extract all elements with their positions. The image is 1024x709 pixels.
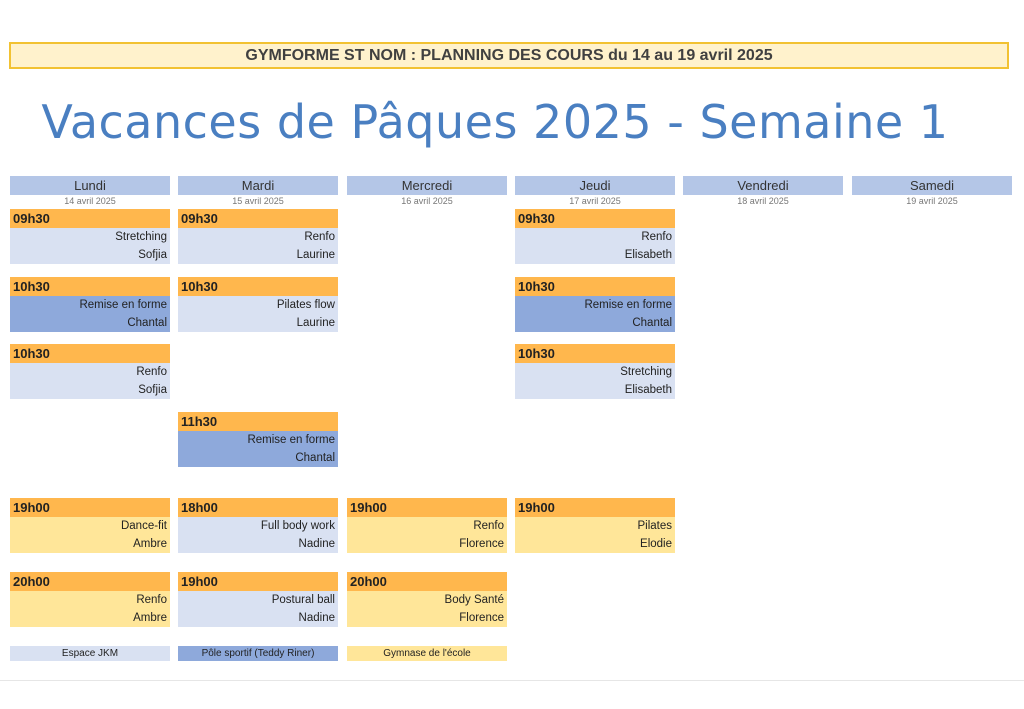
class-time: 09h30 bbox=[178, 209, 338, 228]
class-name: Renfo bbox=[347, 517, 507, 535]
day-header: Mercredi bbox=[347, 176, 507, 195]
class-name: Remise en forme bbox=[178, 431, 338, 449]
class-time: 09h30 bbox=[10, 209, 170, 228]
class-block[interactable] bbox=[10, 344, 170, 399]
class-block[interactable] bbox=[178, 572, 338, 627]
day-header: Lundi bbox=[10, 176, 170, 195]
legend-gymnase-ecole: Gymnase de l'école bbox=[347, 646, 507, 661]
class-block[interactable] bbox=[178, 412, 338, 467]
class-block[interactable] bbox=[347, 572, 507, 627]
class-time: 10h30 bbox=[10, 277, 170, 296]
class-time: 18h00 bbox=[178, 498, 338, 517]
day-header: Samedi bbox=[852, 176, 1012, 195]
day-column-jeudi bbox=[515, 176, 675, 208]
class-time: 20h00 bbox=[10, 572, 170, 591]
class-time: 10h30 bbox=[178, 277, 338, 296]
class-block[interactable] bbox=[515, 277, 675, 332]
class-time: 10h30 bbox=[10, 344, 170, 363]
class-coach: Elisabeth bbox=[515, 246, 675, 264]
day-column-mardi bbox=[178, 176, 338, 208]
day-column-mercredi bbox=[347, 176, 507, 208]
class-block[interactable] bbox=[178, 498, 338, 553]
page-title: Vacances de Pâques 2025 - Semaine 1 bbox=[41, 95, 949, 149]
class-time: 10h30 bbox=[515, 277, 675, 296]
class-name: Body Santé bbox=[347, 591, 507, 609]
day-date: 17 avril 2025 bbox=[569, 196, 621, 206]
class-name: Pilates flow bbox=[178, 296, 338, 314]
class-block[interactable] bbox=[347, 498, 507, 553]
legend-espace-jkm: Espace JKM bbox=[10, 646, 170, 661]
class-name: Renfo bbox=[515, 228, 675, 246]
class-name: Dance-fit bbox=[10, 517, 170, 535]
class-name: Postural ball bbox=[178, 591, 338, 609]
class-name: Renfo bbox=[10, 591, 170, 609]
class-name: Renfo bbox=[178, 228, 338, 246]
header-title: GYMFORME ST NOM : PLANNING DES COURS du 14 au 19 avril 2025 bbox=[245, 47, 773, 64]
class-name: Remise en forme bbox=[10, 296, 170, 314]
day-header: Jeudi bbox=[515, 176, 675, 195]
class-time: 19h00 bbox=[515, 498, 675, 517]
class-name: Stretching bbox=[515, 363, 675, 381]
day-date: 14 avril 2025 bbox=[64, 196, 116, 206]
legend-pole-sportif: Pôle sportif (Teddy Riner) bbox=[178, 646, 338, 661]
bottom-divider bbox=[0, 680, 1024, 681]
day-date: 19 avril 2025 bbox=[906, 196, 958, 206]
class-coach: Sofjia bbox=[10, 381, 170, 399]
class-coach: Elisabeth bbox=[515, 381, 675, 399]
class-coach: Chantal bbox=[10, 314, 170, 332]
class-coach: Ambre bbox=[10, 609, 170, 627]
day-column-vendredi bbox=[683, 176, 843, 208]
header-banner bbox=[9, 42, 1009, 69]
class-coach: Chantal bbox=[178, 449, 338, 467]
class-coach: Nadine bbox=[178, 535, 338, 553]
class-name: Pilates bbox=[515, 517, 675, 535]
day-date: 15 avril 2025 bbox=[232, 196, 284, 206]
day-column-lundi bbox=[10, 176, 170, 208]
day-header: Vendredi bbox=[683, 176, 843, 195]
class-name: Full body work bbox=[178, 517, 338, 535]
class-coach: Laurine bbox=[178, 314, 338, 332]
class-time: 09h30 bbox=[515, 209, 675, 228]
class-coach: Elodie bbox=[515, 535, 675, 553]
class-name: Renfo bbox=[10, 363, 170, 381]
class-coach: Chantal bbox=[515, 314, 675, 332]
class-coach: Florence bbox=[347, 609, 507, 627]
day-column-samedi bbox=[852, 176, 1012, 208]
class-name: Stretching bbox=[10, 228, 170, 246]
class-coach: Florence bbox=[347, 535, 507, 553]
class-block[interactable] bbox=[10, 572, 170, 627]
class-block[interactable] bbox=[10, 209, 170, 264]
class-block[interactable] bbox=[515, 498, 675, 553]
day-date: 16 avril 2025 bbox=[401, 196, 453, 206]
class-block[interactable] bbox=[10, 277, 170, 332]
class-name: Remise en forme bbox=[515, 296, 675, 314]
class-block[interactable] bbox=[178, 277, 338, 332]
class-coach: Ambre bbox=[10, 535, 170, 553]
class-coach: Laurine bbox=[178, 246, 338, 264]
class-time: 20h00 bbox=[347, 572, 507, 591]
class-block[interactable] bbox=[515, 344, 675, 399]
day-date: 18 avril 2025 bbox=[737, 196, 789, 206]
class-block[interactable] bbox=[178, 209, 338, 264]
class-coach: Nadine bbox=[178, 609, 338, 627]
day-header: Mardi bbox=[178, 176, 338, 195]
class-time: 19h00 bbox=[347, 498, 507, 517]
class-time: 19h00 bbox=[178, 572, 338, 591]
class-time: 11h30 bbox=[178, 412, 338, 431]
class-time: 19h00 bbox=[10, 498, 170, 517]
class-time: 10h30 bbox=[515, 344, 675, 363]
class-block[interactable] bbox=[515, 209, 675, 264]
class-coach: Sofjia bbox=[10, 246, 170, 264]
class-block[interactable] bbox=[10, 498, 170, 553]
